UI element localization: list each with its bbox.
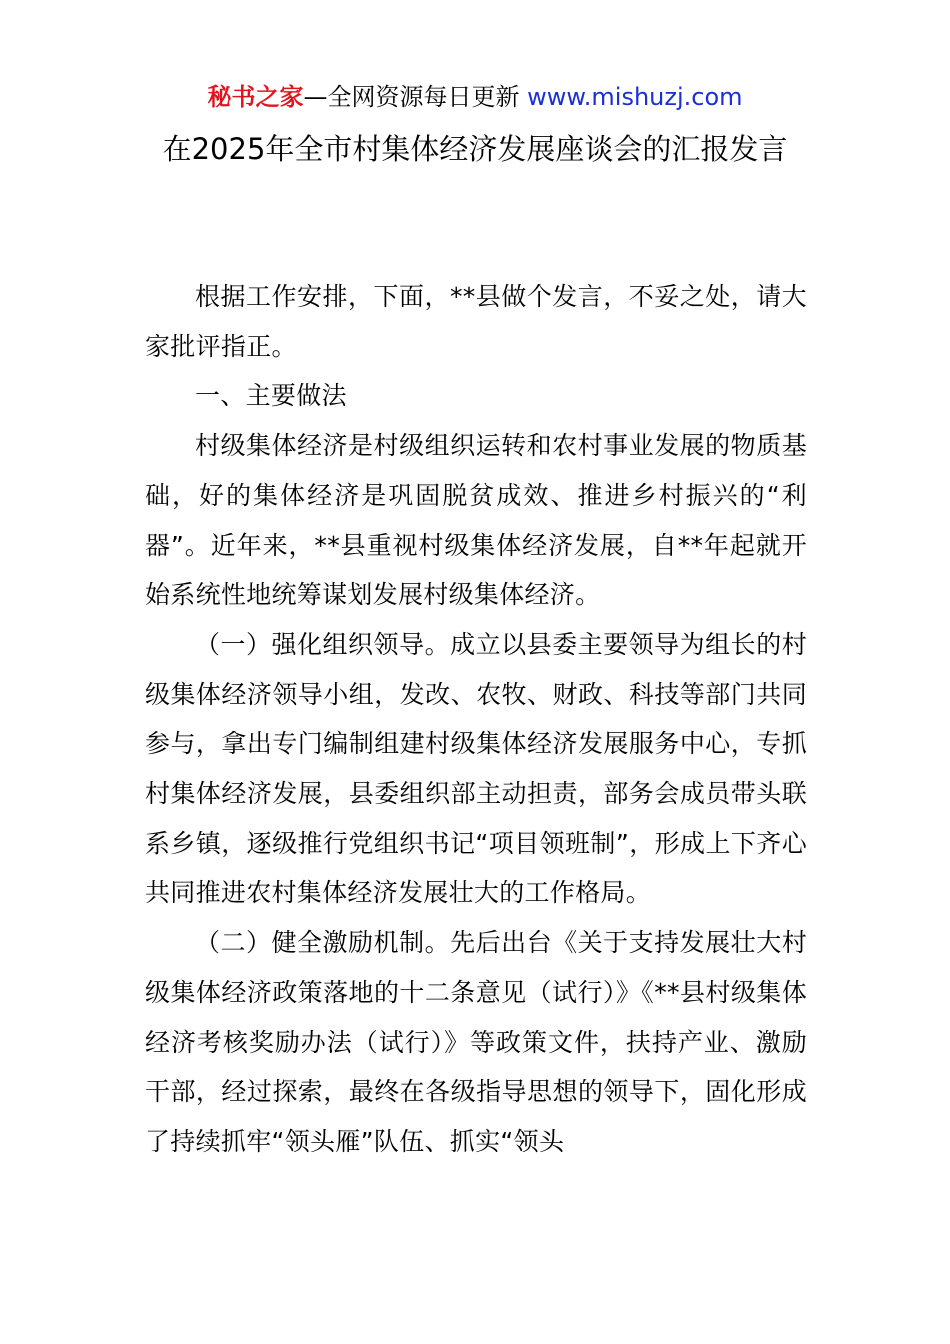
site-banner [0,80,950,114]
section-heading-main-practices: 一、主要做法 [195,381,347,411]
paragraph-background: 村级集体经济是村级组织运转和农村事业发展的物质基础，好的集体经济是巩固脱贫成效、推进乡村振兴的“利器”。近年来，**县重视村级集体经济发展，自**年起就开始系统性地统筹谋划发展村级集体经济。 [145,431,807,610]
paragraph-intro: 根据工作安排，下面，**县做个发言，不妥之处，请大家批评指正。 [145,282,807,361]
document-title: 在2025年全市村集体经济发展座谈会的汇报发言 [162,132,788,166]
document-body [145,272,807,1167]
site-url-link[interactable]: www.mishuzj.com [527,83,743,111]
paragraph-incentive-mechanism: （二）健全激励机制。先后出台《关于支持发展壮大村级集体经济政策落地的十二条意见（试行）》《**县村级集体经济考核奖励办法（试行）》等政策文件，扶持产业、激励干部，经过探索，最终在各级指导思想的领导下，固化形成了持续抓牢“领头雁”队伍、抓实“领头 [145,928,807,1156]
banner-tagline: —全网资源每日更新 [303,83,520,111]
brand-name: 秘书之家 [207,83,304,111]
paragraph-organization-leadership: （一）强化组织领导。成立以县委主要领导为组长的村级集体经济领导小组，发改、农牧、财政、科技等部门共同参与，拿出专门编制组建村级集体经济发展服务中心，专抓村集体经济发展，县委组织部主动担责，部务会成员带头联系乡镇，逐级推行党组织书记“项目领班制”，形成上下齐心共同推进农村集体经济发展壮大的工作格局。 [145,629,807,908]
